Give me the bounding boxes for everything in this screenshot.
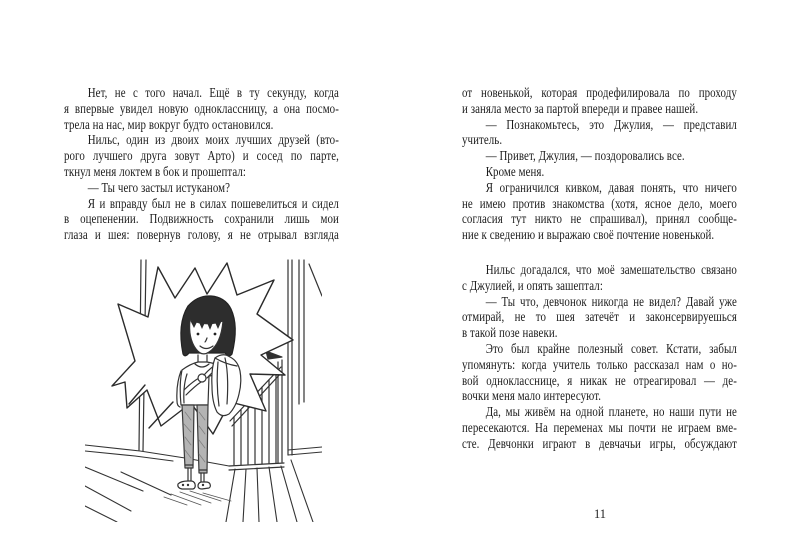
text-line: Я и вправду был не в силах пошевелиться и сидел [87, 195, 339, 211]
text-line: Я ограничился кивком, давая понять, что ничего [485, 179, 737, 195]
text-line: в оцепенении. Подвижность сохранили лишь мои [64, 211, 339, 227]
text-line: и заняла место за партой впереди и правее нашей. [462, 100, 699, 116]
text-line: Кроме меня. [485, 163, 545, 179]
text-line: ние к сведению и выражаю своё почтение новенькой. [462, 227, 715, 243]
text-line: учитель. [462, 132, 503, 148]
text-line: — Ты что, девчонок никогда не видел? Давай уже [485, 293, 737, 309]
text-line: согласия тут никто не спрашивал), принял сообще- [462, 211, 737, 227]
shadow-hatching [164, 491, 231, 505]
text-line: не имею против знакомства (хотя, ясное дело, моего [462, 195, 737, 211]
text-line: ткнул меня локтем в бок и прошептал: [64, 163, 246, 179]
text-line: в такой позе навеки. [462, 325, 558, 341]
text-line: отмирай, не то шея затечёт и законсервируешься [462, 309, 737, 325]
text-line: — Привет, Джулия, — поздоровались все. [485, 148, 685, 164]
text-line: — Ты чего застыл истуканом? [87, 179, 231, 195]
text-line: Это был крайне полезный совет. Кстати, забыл [485, 340, 737, 356]
text-line: от новенькой, которая продефилировала по проходу [462, 85, 737, 100]
text-line: глаза и шея: повернув голову, я не отрывал взгляда [64, 227, 339, 243]
text-line: упомянуть: когда учитель только рассказал нам о но- [462, 356, 737, 372]
page-number: 11 [593, 507, 607, 521]
hand-fist [198, 374, 206, 382]
text-line: Нильс догадался, что моё замешательство связано [485, 261, 737, 277]
text-line: я впервые увидел новую одноклассницу, а она посмо- [64, 100, 339, 116]
text-line: вочки меня мало интересуют. [462, 388, 602, 404]
illustration-girl-backpack-stairs [85, 254, 322, 522]
text-line: сте. Девчонки играют в девчачьи игры, обсуждают [462, 435, 737, 451]
eye-right [214, 333, 217, 336]
text-line: рого лучшего друга зовут Арто) и сосед по парте, [64, 148, 339, 164]
left-page-text [64, 85, 339, 243]
girl-figure [177, 296, 241, 489]
text-line: с Джулией, и опять зашептал: [462, 277, 603, 293]
eye-left [197, 333, 200, 336]
text-line: Нильс, один из двоих моих лучших друзей (вто- [87, 132, 339, 148]
right-page-text [462, 85, 737, 452]
text-line: Да, мы живём на одной планете, но наши пути не [485, 404, 737, 420]
text-line: трела на нас, мир вокруг будто остановился. [64, 116, 274, 132]
shoe-right [198, 482, 210, 489]
shoe-left [178, 481, 195, 489]
pants [182, 405, 208, 473]
text-line: Нет, не с того начал. Ещё в ту секунду, когда [87, 85, 339, 100]
text-line: — Познакомьтесь, это Джулия, — представил [485, 116, 737, 132]
text-line: вой однокласснице, я никак не отреагировал — де- [462, 372, 737, 388]
text-line: пересекаются. На переменах мы почти не играем вме- [462, 419, 737, 435]
